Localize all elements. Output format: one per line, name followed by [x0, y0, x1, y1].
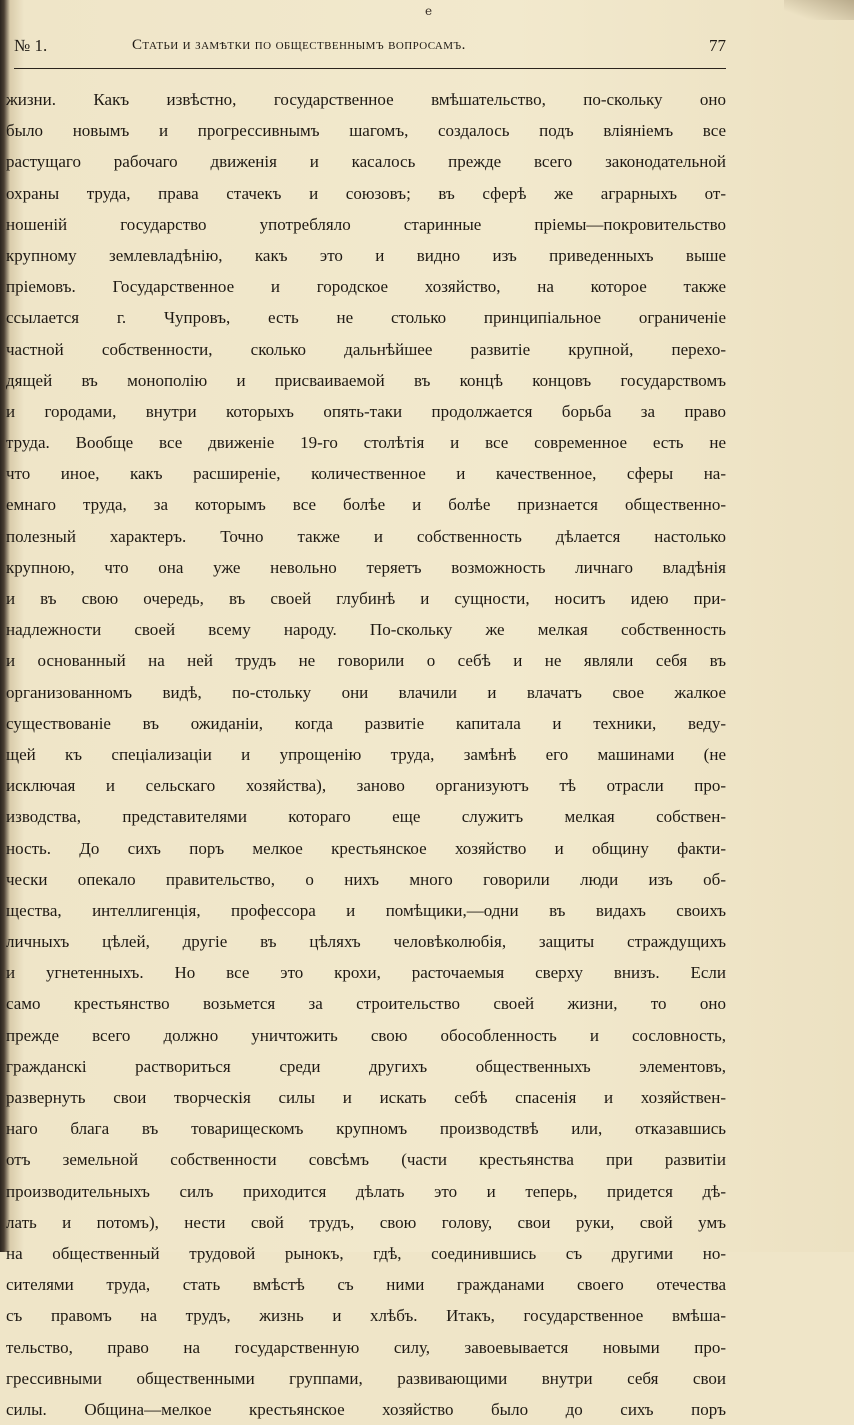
text-line: само крестьянство возьмется за строительство своей жизни, то оно	[6, 994, 726, 1014]
text-line: силы. Община—мелкое крестьянское хозяйство было до сихъ поръ	[6, 1399, 726, 1419]
text-line: прежде всего должно уничтожить свою обособленность и сословность,	[6, 1025, 726, 1045]
text-line: растущаго рабочаго движенія и касалось прежде всего законодательной	[6, 152, 726, 172]
text-line: крупному землевладѣнію, какъ это и видно изъ приведенныхъ выше	[6, 245, 726, 265]
section-number: № 1.	[14, 36, 48, 55]
page-number: 77	[709, 36, 726, 55]
text-line: организованномъ видѣ, по-стольку они влачили и влачатъ свое жалкое	[6, 682, 726, 702]
text-line: и въ свою очередь, въ своей глубинѣ и сущности, носитъ идею при-	[6, 589, 726, 608]
text-line: жизни. Какъ извѣстно, государственное вмѣшательство, по-скольку оно	[6, 90, 726, 109]
page-corner-shadow	[784, 0, 854, 20]
text-line: ношеній государство употребляло старинные пріемы—покровительство	[6, 214, 726, 234]
text-line: съ правомъ на трудъ, жизнь и хлѣбъ. Итакъ, государственное вмѣша-	[6, 1306, 726, 1326]
text-line: исключая и сельскаго хозяйства), заново организуютъ тѣ отрасли про-	[6, 776, 726, 796]
text-line: частной собственности, сколько дальнѣйшее развитіе крупной, перехо-	[6, 339, 726, 359]
text-line: ссылается г. Чупровъ, есть не столько принципіальное ограниченіе	[6, 308, 726, 328]
text-line: тельство, право на государственную силу, завоевывается новыми про-	[6, 1337, 726, 1357]
text-line: было новымъ и прогрессивнымъ шагомъ, создалось подъ вліяніемъ все	[6, 121, 726, 141]
body-text	[6, 84, 726, 1425]
text-line: дящей въ монополію и присваиваемой въ концѣ концовъ государствомъ	[6, 370, 726, 390]
text-line: развернуть свои творческія силы и искать себѣ спасенія и хозяйствен-	[6, 1088, 726, 1107]
text-line: существованіе въ ожиданіи, когда развитіе капитала и техники, веду-	[6, 713, 726, 733]
text-line: щества, интеллигенція, профессора и помѣщики,—одни въ видахъ своихъ	[6, 900, 726, 920]
text-line: емнаго труда, за которымъ все болѣе и болѣе признается общественно-	[6, 495, 726, 515]
text-line: и угнетенныхъ. Но все это крохи, расточаемыя сверху внизъ. Если	[6, 963, 726, 983]
text-line: наго блага въ товарищескомъ крупномъ производствѣ или, отказавшись	[6, 1119, 726, 1139]
text-line: щей къ спеціализаціи и упрощенію труда, замѣнѣ его машинами (не	[6, 744, 726, 764]
text-line: и городами, внутри которыхъ опять-таки продолжается борьба за право	[6, 401, 726, 421]
text-line: лать и потомъ), нести свой трудъ, свою голову, свои руки, свой умъ	[6, 1212, 726, 1232]
text-line: ность. До сихъ поръ мелкое крестьянское хозяйство и общину факти-	[6, 838, 726, 858]
text-line: надлежности своей всему народу. По-скольку же мелкая собственность	[6, 620, 726, 640]
running-header	[14, 36, 726, 66]
text-line: труда. Вообще все движеніе 19-го столѣтія и все современное есть не	[6, 433, 726, 453]
text-line: что иное, какъ расширеніе, количественное и качественное, сферы на-	[6, 464, 726, 484]
running-title: Статьи и замѣтки по общественнымъ вопросамъ.	[132, 37, 466, 53]
text-line: отъ земельной собственности совсѣмъ (части крестьянства при развитіи	[6, 1150, 726, 1170]
text-line: охраны труда, права стачекъ и союзовъ; въ сферѣ же аграрныхъ от-	[6, 183, 726, 203]
text-line: сителями труда, стать вмѣстѣ съ ними гражданами своего отечества	[6, 1275, 726, 1295]
text-line: крупною, что она уже невольно теряетъ возможность личнаго владѣнія	[6, 557, 726, 577]
text-line: полезный характеръ. Точно также и собственность дѣлается настолько	[6, 526, 726, 546]
text-line: чески опекало правительство, о нихъ много говорили люди изъ об-	[6, 869, 726, 889]
header-rule	[14, 68, 726, 69]
text-line: личныхъ цѣлей, другіе въ цѣляхъ человѣколюбія, защиты страждущихъ	[6, 932, 726, 952]
text-line: пріемовъ. Государственное и городское хозяйство, на которое также	[6, 277, 726, 297]
top-mark: е	[425, 4, 433, 18]
text-line: и основанный на ней трудъ не говорили о себѣ и не являли себя въ	[6, 651, 726, 671]
text-line: грессивными общественными группами, развивающими внутри себя свои	[6, 1368, 726, 1388]
text-line: гражданскі растворитьcя среди другихъ общественныхъ элементовъ,	[6, 1056, 726, 1076]
text-line: на общественный трудовой рынокъ, гдѣ, соединившись съ другими но-	[6, 1243, 726, 1263]
text-line: изводства, представителями котораго еще служитъ мелкая собствен-	[6, 807, 726, 827]
text-line: производительныхъ силъ приходится дѣлать это и теперь, придется дѣ-	[6, 1181, 726, 1201]
